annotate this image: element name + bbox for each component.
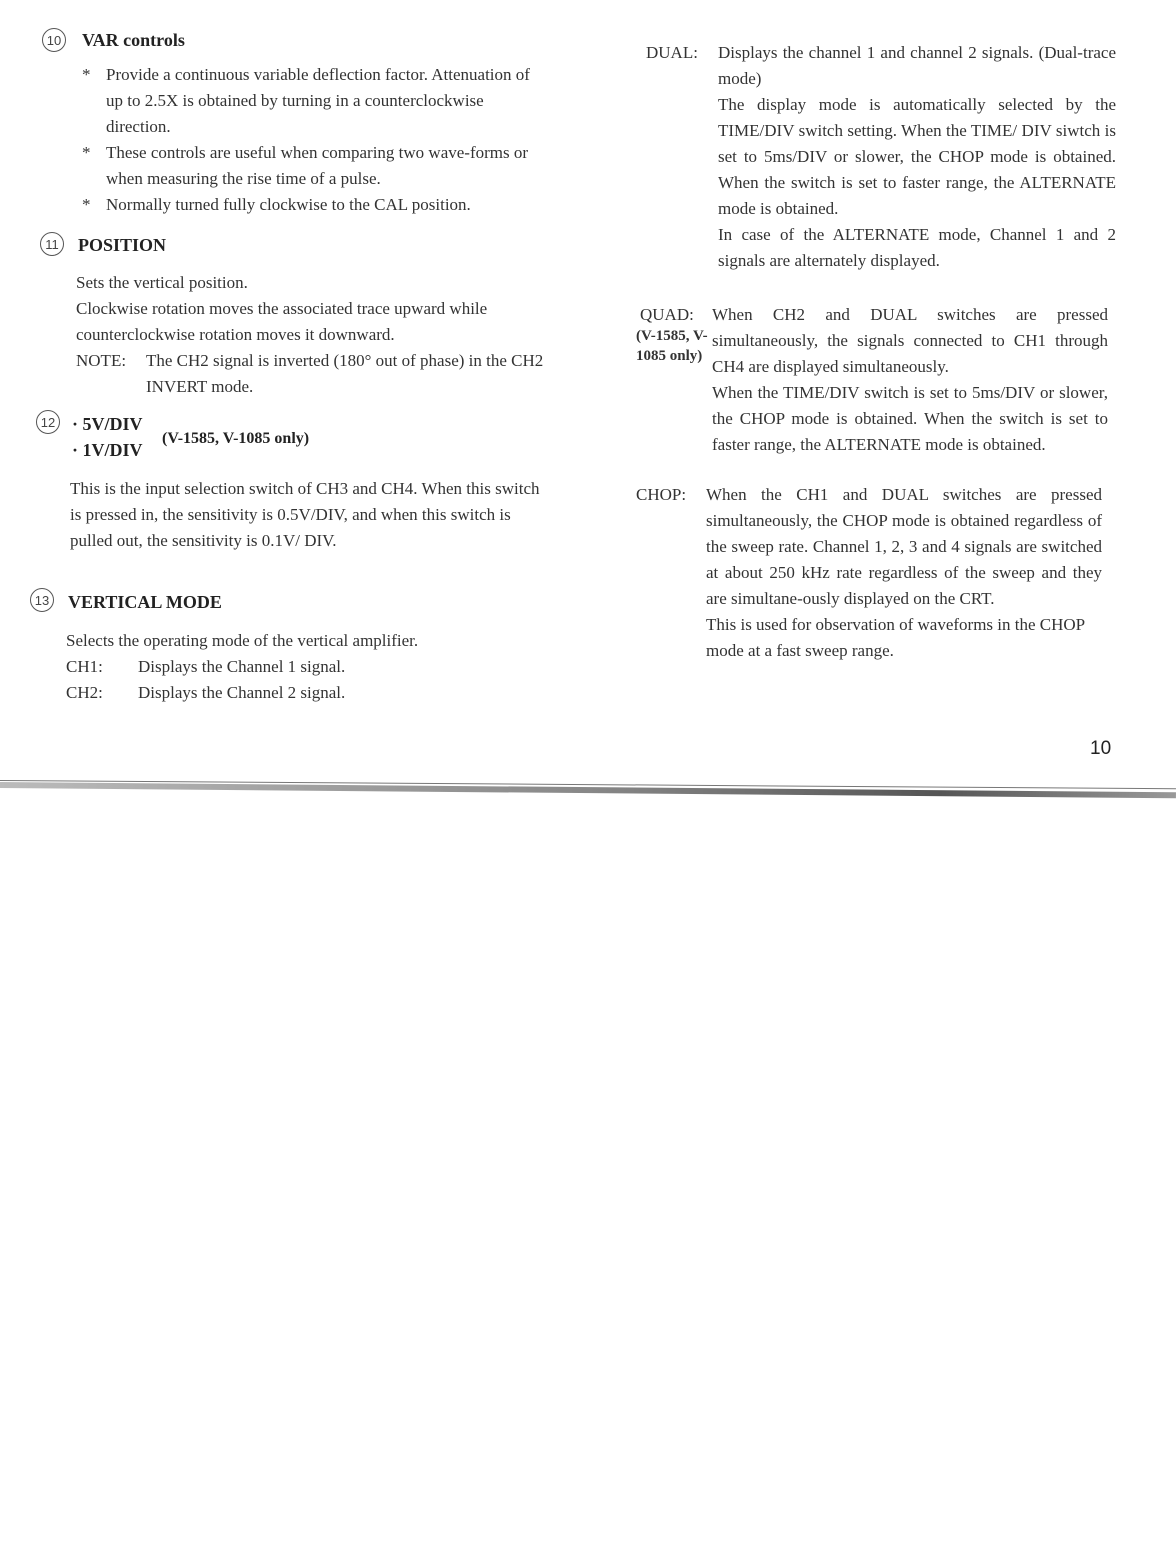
mode-text: Displays the Channel 2 signal.: [138, 683, 346, 702]
mode-text: Displays the Channel 1 signal.: [138, 657, 346, 676]
position-paragraph: Sets the vertical position.: [76, 273, 248, 292]
position-body: [76, 270, 546, 400]
note-text: The CH2 signal is inverted (180° out of phase) in the CH2 INVERT mode.: [146, 351, 544, 396]
mode-ch1: [66, 654, 546, 680]
mode-label: CH1:: [66, 657, 103, 676]
dual-body: [718, 40, 1116, 274]
section-title-position: POSITION: [78, 235, 167, 255]
chop-body: [706, 482, 1102, 664]
option-1v-div: · 1V/DIV: [72, 440, 143, 460]
section-number-13: 13: [30, 588, 54, 612]
quad-paragraph: When CH2 and DUAL switches are pressed simultaneously, the signals connected to CH1 through CH4 are displayed simultaneously.: [712, 305, 1108, 376]
mode-label-quad: QUAD:: [640, 305, 694, 324]
chop-paragraph: When the CH1 and DUAL switches are pressed simultaneously, the CHOP mode is obtained regardless of the sweep rate. Channel 1, 2, 3 and 4 signals are switched at about 250 kHz rate regardless of the sweep and they are simultane-ously displayed on the CRT.: [706, 485, 1102, 608]
note-label: NOTE:: [76, 351, 127, 370]
dual-paragraph: In case of the ALTERNATE mode, Channel 1 and 2 signals are alternately displayed.: [718, 225, 1116, 270]
dual-paragraph: Displays the channel 1 and channel 2 signals. (Dual-trace mode): [718, 43, 1116, 88]
bullet-item: * Normally turned fully clockwise to the CAL position.: [80, 192, 550, 218]
input-selection-text: This is the input selection switch of CH3 and CH4. When this switch is pressed in, the sensitivity is 0.5V/DIV, and when this switch is pulled out, the sensitivity is 0.1V/ DIV.: [70, 479, 540, 550]
mode-label-chop: CHOP:: [636, 485, 687, 504]
section-number-10: 10: [42, 28, 66, 52]
vertical-mode-intro: Selects the operating mode of the vertical amplifier.: [66, 631, 419, 650]
quad-paragraph: When the TIME/DIV switch is set to 5ms/DIV or slower, the CHOP mode is obtained. When the switch is set to faster range, the ALTERNATE mode is obtained.: [712, 383, 1108, 454]
mode-label-dual: DUAL:: [646, 43, 698, 62]
bullet-item: * These controls are useful when comparing two wave-forms or when measuring the rise time of a pulse.: [80, 140, 550, 192]
model-note: (V-1585, V-1085 only): [162, 430, 310, 447]
option-5v-div: · 5V/DIV: [72, 414, 143, 434]
chop-paragraph: This is used for observation of waveforms in the CHOP mode at a fast sweep range.: [706, 615, 1085, 660]
vertical-mode-body: [66, 628, 546, 706]
mode-ch2: [66, 680, 546, 706]
position-paragraph: Clockwise rotation moves the associated trace upward while counterclockwise rotation moves it downward.: [76, 299, 488, 344]
var-controls-bullets: [80, 62, 550, 218]
page-number: 10: [1090, 738, 1112, 759]
quad-body: [712, 302, 1108, 458]
section-title-var-controls: VAR controls: [82, 30, 185, 50]
position-note: [76, 348, 546, 400]
input-selection-body: [70, 476, 540, 554]
bullet-item: * Provide a continuous variable deflection factor. Attenuation of up to 2.5X is obtained by turning in a counterclockwise direction.: [80, 62, 550, 140]
quad-models: (V-1585, V-1085 only): [636, 328, 708, 364]
section-number-12: 12: [36, 410, 60, 434]
dual-paragraph: The display mode is automatically selected by the TIME/DIV switch setting. When the TIME/ DIV siwtch is set to 5ms/DIV or slower, the CHOP mode is obtained. When the switch is set to faster range, the ALTERNATE mode is obtained.: [718, 95, 1116, 218]
section-number-11: 11: [40, 232, 64, 256]
section-title-vertical-mode: VERTICAL MODE: [68, 592, 222, 612]
mode-label: CH2:: [66, 683, 103, 702]
